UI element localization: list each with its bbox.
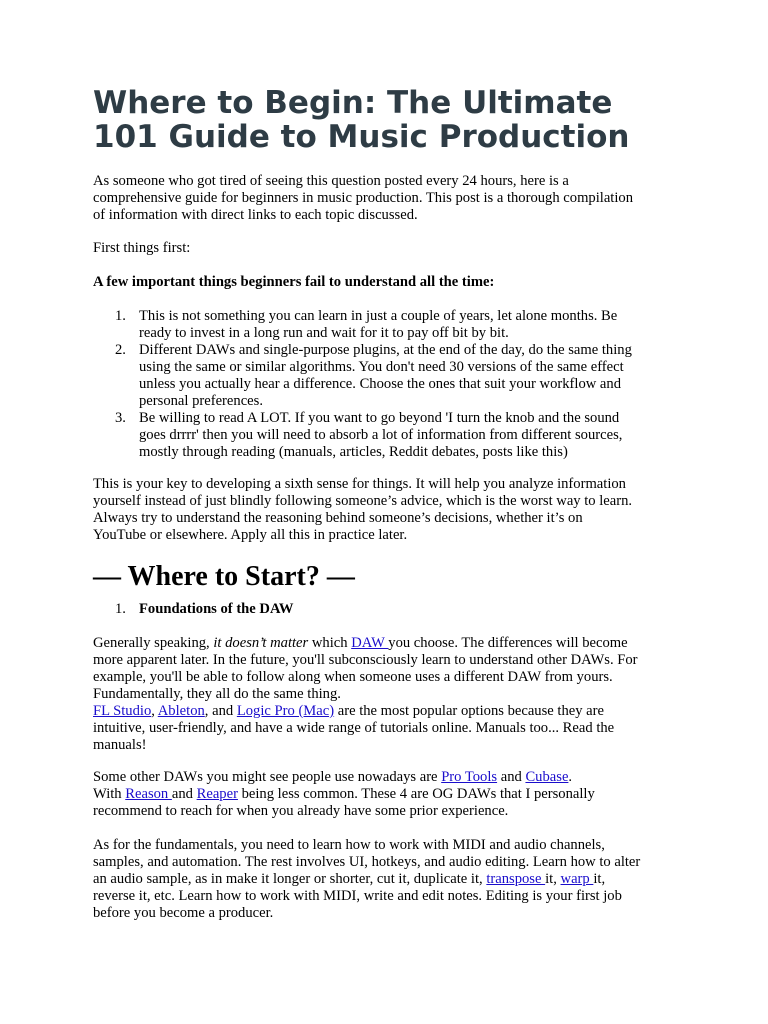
list-line: using the same or similar algorithms. You don't need 30 versions of the same effect <box>139 359 624 375</box>
warp-link[interactable]: warp <box>560 871 594 887</box>
key-line: yourself instead of just blindly following someone’s advice, which is the worst way to learn. <box>93 493 633 509</box>
transpose-link[interactable]: transpose <box>486 871 546 887</box>
list-item <box>93 342 683 410</box>
fundamentals-line: reverse it, etc. Learn how to work with MIDI, write and edit notes. Editing is your first job <box>93 888 622 904</box>
important-heading: A few important things beginners fail to understand all the time: <box>93 274 495 290</box>
other-daws-paragraph <box>93 769 683 820</box>
intro-line: As someone who got tired of seeing this question posted every 24 hours, here is a <box>93 173 569 189</box>
text-run: an audio sample, as in make it longer or shorter, cut it, duplicate it, <box>93 871 487 887</box>
other-daws-line: recommend to reach for when you already have some prior experience. <box>93 803 509 819</box>
key-line: This is your key to developing a sixth sense for things. It will help you analyze information <box>93 476 626 492</box>
list-line: ready to invest in a long run and wait for it to pay off bit by bit. <box>139 325 509 341</box>
fundamentals-line <box>93 871 683 888</box>
text-run: , and <box>204 703 237 719</box>
generally-line <box>93 703 683 720</box>
important-list <box>93 308 683 461</box>
page-title <box>93 86 693 154</box>
list-line: unless you actually hear a difference. Choose the ones that suit your workflow and <box>139 376 621 392</box>
cubase-link[interactable]: Cubase <box>525 769 569 785</box>
foundations-label: Foundations of the DAW <box>139 601 294 617</box>
start-list <box>93 601 683 618</box>
section-heading: — Where to Start? — <box>93 561 355 592</box>
text-run: are the most popular options because they are <box>334 703 604 719</box>
key-paragraph <box>93 476 683 544</box>
intro-line: comprehensive guide for beginners in music production. This post is a thorough compilation <box>93 190 634 206</box>
text-run: being less common. These 4 are OG DAWs that I personally <box>237 786 595 802</box>
title-line-1: Where to Begin: The Ultimate <box>93 85 613 121</box>
text-run: . <box>568 769 573 785</box>
key-line: Always try to understand the reasoning behind someone’s decisions, whether it’s on <box>93 510 583 526</box>
text-run: it, <box>593 871 606 887</box>
text-run: which <box>308 635 352 651</box>
intro-paragraph <box>93 173 683 224</box>
list-item <box>93 308 683 342</box>
list-number: 2. <box>115 342 126 358</box>
logic-pro-link[interactable]: Logic Pro (Mac) <box>236 703 335 719</box>
list-line: personal preferences. <box>139 393 263 409</box>
generally-line <box>93 635 683 652</box>
first-things-text: First things first: <box>93 240 191 256</box>
text-run: it, <box>545 871 561 887</box>
fl-studio-link[interactable]: FL Studio <box>93 703 152 719</box>
key-line: YouTube or elsewhere. Apply all this in practice later. <box>93 527 408 543</box>
list-line: mostly through reading (manuals, articles, Reddit debates, posts like this) <box>139 444 568 460</box>
generally-line: manuals! <box>93 737 147 753</box>
fundamentals-paragraph <box>93 837 683 922</box>
text-run: and <box>497 769 526 785</box>
daw-link[interactable]: DAW <box>351 635 389 651</box>
list-line: Be willing to read A LOT. If you want to go beyond 'I turn the knob and the sound <box>139 410 620 426</box>
reason-link[interactable]: Reason <box>125 786 172 802</box>
generally-line: intuitive, user-friendly, and have a wide range of tutorials online. Manuals too... Read the <box>93 720 615 736</box>
italic-text: it doesn’t matter <box>213 635 309 651</box>
title-line-2: 101 Guide to Music Production <box>93 119 630 155</box>
list-item <box>93 601 683 618</box>
list-number: 3. <box>115 410 126 426</box>
list-item <box>93 410 683 461</box>
fundamentals-line: before you become a producer. <box>93 905 274 921</box>
list-number: 1. <box>115 601 126 617</box>
text-run: Generally speaking, <box>93 635 214 651</box>
pro-tools-link[interactable]: Pro Tools <box>441 769 498 785</box>
text-run: Some other DAWs you might see people use nowadays are <box>93 769 442 785</box>
list-line: This is not something you can learn in just a couple of years, let alone months. Be <box>139 308 618 324</box>
fundamentals-line: samples, and automation. The rest involves UI, hotkeys, and audio editing. Learn how to alter <box>93 854 641 870</box>
other-daws-line <box>93 769 683 786</box>
generally-line: Fundamentally, they all do the same thing. <box>93 686 341 702</box>
generally-paragraph <box>93 635 683 754</box>
intro-line: of information with direct links to each topic discussed. <box>93 207 418 223</box>
other-daws-line <box>93 786 683 803</box>
list-number: 1. <box>115 308 126 324</box>
text-run: you choose. The differences will become <box>388 635 628 651</box>
text-run: and <box>171 786 197 802</box>
list-line: goes drrrr' then you will need to absorb a lot of information from different sources, <box>139 427 623 443</box>
fundamentals-line: As for the fundamentals, you need to learn how to work with MIDI and audio channels, <box>93 837 605 853</box>
generally-line: more apparent later. In the future, you'll subconsciously learn to understand other DAWs. For <box>93 652 638 668</box>
list-line: Different DAWs and single-purpose plugins, at the end of the day, do the same thing <box>139 342 632 358</box>
text-run: With <box>93 786 126 802</box>
generally-line: example, you'll be able to follow along when someone uses a different DAW from yours. <box>93 669 613 685</box>
ableton-link[interactable]: Ableton <box>157 703 205 719</box>
reaper-link[interactable]: Reaper <box>196 786 238 802</box>
text-run: , <box>151 703 158 719</box>
